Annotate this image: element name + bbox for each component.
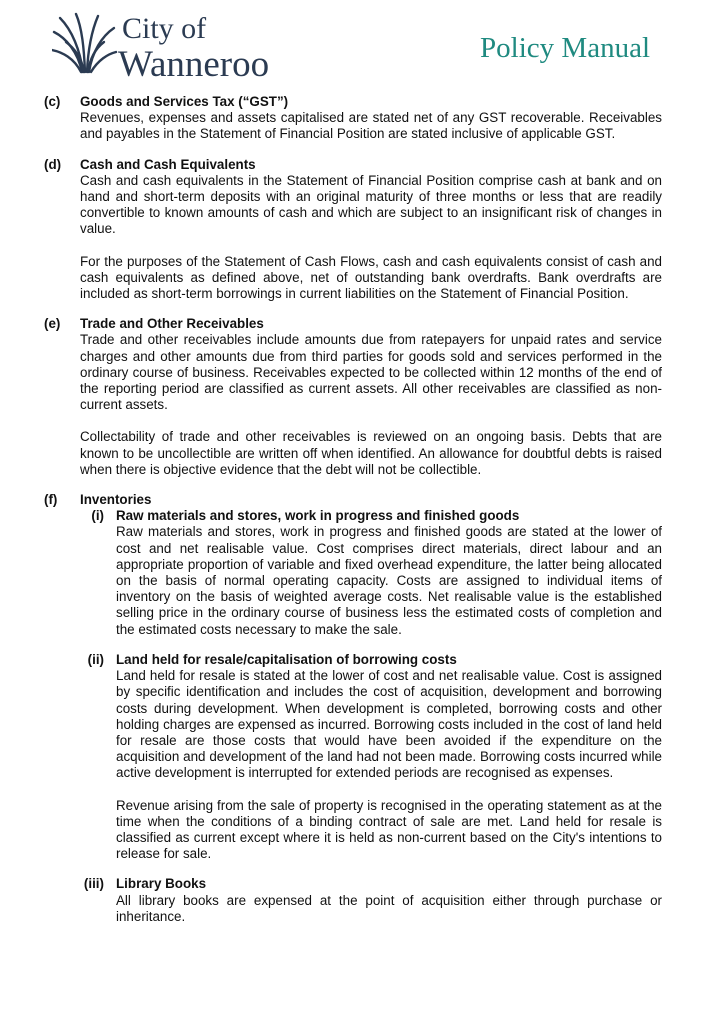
paragraph: All library books are expensed at the point of acquisition either through purchase or inheritance. bbox=[116, 892, 662, 924]
section-letter: (e) bbox=[44, 316, 61, 332]
subsection-numeral: (iii) bbox=[83, 876, 104, 892]
section-receivables bbox=[0, 316, 706, 478]
section-cash bbox=[0, 157, 706, 303]
paragraph: Raw materials and stores, work in progress and finished goods are stated at the lower of cost and net realisable value. Cost comprises direct materials, direct labour and an appropriate proportion of variable and fixed overhead expenditure, the latter being allocated on the basis of normal operating capacity. Costs are assigned to individual items of inventory on the basis of weighted average costs. Net realisable value is the established selling price in the ordinary course of business less the estimated costs of completion and the estimated costs necessary to make the sale. bbox=[116, 524, 662, 637]
section-letter: (c) bbox=[44, 94, 61, 109]
paragraph: Collectability of trade and other receivables is reviewed on an ongoing basis. Debts that are known to be uncollectible are written off when identified. An allowance for doubtful debts is raised when there is objective evidence that the debt will not be collectible. bbox=[80, 429, 662, 477]
paragraph: Cash and cash equivalents in the Statement of Financial Position comprise cash at bank and on hand and short-term deposits with an original maturity of three months or less that are readily convertible to known amounts of cash and which are subject to an insignificant risk of changes in value. bbox=[80, 172, 662, 237]
document-body bbox=[0, 94, 706, 939]
subsection-numeral: (i) bbox=[91, 508, 104, 524]
paragraph: Revenues, expenses and assets capitalised are stated net of any GST recoverable. Receivables and payables in the Statement of Financial Position are stated inclusive of applicable GST. bbox=[80, 110, 662, 142]
section-letter: (f) bbox=[44, 492, 58, 508]
section-title: Inventories bbox=[80, 492, 152, 508]
section-letter: (d) bbox=[44, 156, 62, 172]
subsection-raw-materials bbox=[80, 508, 662, 638]
city-logo bbox=[52, 10, 292, 85]
page-header bbox=[0, 0, 706, 90]
subsection-title: Land held for resale/capitalisation of borrowing costs bbox=[116, 651, 457, 667]
section-gst bbox=[0, 94, 706, 143]
paragraph: Revenue arising from the sale of property is recognised in the operating statement as at the time when the conditions of a binding contract of sale are met. Land held for resale is classified as current except where it is held as non-current based on the City's intentions to release for sale. bbox=[116, 797, 662, 862]
subsection-title: Library Books bbox=[116, 876, 207, 892]
grass-tree-icon bbox=[52, 12, 118, 76]
paragraph: Land held for resale is stated at the lower of cost and net realisable value. Cost is assigned by specific identification and includes the cost of acquisition, development and borrowing costs during development. When development is completed, borrowing costs and other holding charges are expensed as incurred. Borrowing costs included in the cost of land held for resale are those costs that would have been avoided if the expenditure on the acquisition and development of the land had not been made. Borrowing costs incurred while active development is interrupted for extended periods are recognised as expenses. bbox=[116, 668, 662, 781]
subsection-library-books bbox=[80, 876, 662, 925]
paragraph: For the purposes of the Statement of Cash Flows, cash and cash equivalents consist of cash and cash equivalents as defined above, net of outstanding bank overdrafts. Bank overdrafts are included as short-term borrowings in current liabilities on the Statement of Financial Position. bbox=[80, 253, 662, 302]
section-title: Goods and Services Tax (“GST”) bbox=[80, 94, 289, 109]
paragraph: Trade and other receivables include amounts due from ratepayers for unpaid rates and service charges and other amounts due from third parties for goods sold and services performed in the ordinary course of business. Receivables expected to be collected within 12 months of the end of the reporting period are classified as current assets. All other receivables are classified as non-current assets. bbox=[80, 332, 662, 413]
section-title: Trade and Other Receivables bbox=[80, 316, 264, 332]
section-title: Cash and Cash Equivalents bbox=[80, 156, 256, 172]
manual-title: Policy Manual bbox=[480, 32, 650, 64]
subsection-numeral: (ii) bbox=[87, 651, 104, 667]
section-inventories bbox=[0, 492, 706, 925]
subsection-land-held bbox=[80, 652, 662, 862]
logo-wanneroo-text: Wanneroo bbox=[118, 44, 270, 85]
subsection-title: Raw materials and stores, work in progress and finished goods bbox=[116, 508, 520, 524]
logo-city-text: City of bbox=[122, 12, 207, 45]
